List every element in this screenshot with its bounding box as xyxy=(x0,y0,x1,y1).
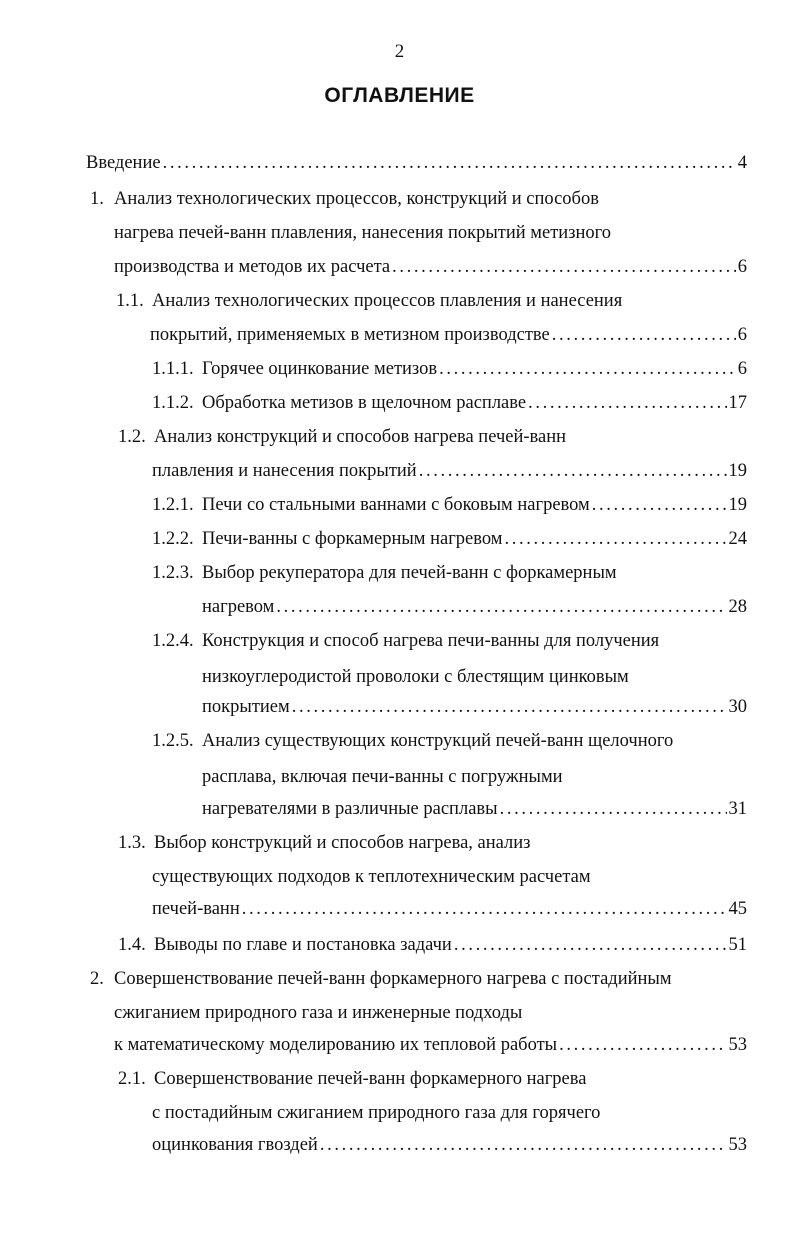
section-title: покрытием xyxy=(202,697,290,717)
page-ref: 30 xyxy=(728,697,747,717)
section-title: Выводы по главе и постановка задачи xyxy=(154,935,452,955)
page-ref: 24 xyxy=(728,529,747,549)
toc-entry-text xyxy=(114,220,611,246)
page-ref: 6 xyxy=(737,257,747,277)
section-title: оцинкования гвоздей xyxy=(152,1135,318,1155)
dot-leader xyxy=(163,150,736,176)
section-title: Совершенствование печей-ванн форкамерного нагрева xyxy=(154,1069,587,1089)
section-number: 1. xyxy=(90,189,104,209)
page-ref: 19 xyxy=(728,495,747,515)
toc-entry-text xyxy=(118,1066,586,1092)
section-number: 2. xyxy=(90,969,104,989)
section-title: Совершенствование печей-ванн форкамерного нагрева с постадийным xyxy=(114,969,672,989)
section-number: 1.3. xyxy=(118,833,146,853)
section-title: расплава, включая печи-ванны с погружными xyxy=(202,767,563,787)
section-number: 2.1. xyxy=(118,1069,146,1089)
section-title: Горячее оцинкование метизов xyxy=(202,359,438,379)
toc-entry xyxy=(152,458,747,484)
page-ref: 45 xyxy=(728,899,747,919)
page-ref: 17 xyxy=(728,393,747,413)
toc-entry xyxy=(114,1032,747,1058)
toc-entry-text xyxy=(118,830,530,856)
toc-entry xyxy=(202,694,747,720)
page-ref: 28 xyxy=(728,597,747,617)
dot-leader xyxy=(419,458,727,484)
section-title: Анализ технологических процессов, конструкций и способов xyxy=(114,189,599,209)
toc-entry-text xyxy=(152,864,591,890)
section-title: сжиганием природного газа и инженерные подходы xyxy=(114,1003,523,1023)
section-title: нагрева печей-ванн плавления, нанесения покрытий метизного xyxy=(114,223,612,243)
section-number: 1.1.1. xyxy=(152,359,194,379)
section-title: нагревателями в различные расплавы xyxy=(202,799,498,819)
toc-entry xyxy=(152,896,747,922)
section-number: 1.2.1. xyxy=(152,495,194,515)
toc-entry xyxy=(150,322,747,348)
section-title: Выбор конструкций и способов нагрева, анализ xyxy=(154,833,531,853)
dot-leader xyxy=(242,896,727,922)
section-number: 1.2.5. xyxy=(152,731,194,751)
section-number: 1.2.4. xyxy=(152,631,194,651)
page-ref: 4 xyxy=(737,153,747,173)
dot-leader xyxy=(439,356,736,382)
toc-entry-text xyxy=(118,424,566,450)
section-title: покрытий, применяемых в метизном производстве xyxy=(150,325,550,345)
dot-leader xyxy=(454,932,727,958)
toc-entry xyxy=(152,492,747,518)
dot-leader xyxy=(504,526,726,552)
toc-entry xyxy=(202,796,747,822)
section-number: 1.1.2. xyxy=(152,393,194,413)
section-number: 1.2. xyxy=(118,427,146,447)
toc-entry xyxy=(152,356,747,382)
page-ref: 19 xyxy=(728,461,747,481)
toc-entry xyxy=(152,526,747,552)
dot-leader xyxy=(292,694,727,720)
toc-entry xyxy=(152,1132,747,1158)
toc-entry-text xyxy=(152,560,617,586)
section-title: печей-ванн xyxy=(152,899,240,919)
toc-entry-text xyxy=(114,1000,522,1026)
toc-entry-text xyxy=(202,664,629,690)
page-ref: 53 xyxy=(728,1135,747,1155)
section-number: 1.1. xyxy=(116,291,144,311)
toc-entry xyxy=(118,932,747,958)
page-ref: 51 xyxy=(728,935,747,955)
section-title: к математическому моделированию их тепловой работы xyxy=(114,1035,558,1055)
dot-leader xyxy=(559,1032,726,1058)
toc-entry xyxy=(202,594,747,620)
toc-entry xyxy=(152,390,747,416)
section-title: нагревом xyxy=(202,597,275,617)
toc-entry xyxy=(114,254,747,280)
section-title: с постадийным сжиганием природного газа для горячего xyxy=(152,1103,601,1123)
toc-entry-text xyxy=(152,728,673,754)
section-title: Конструкция и способ нагрева печи-ванны для получения xyxy=(202,631,660,651)
dot-leader xyxy=(500,796,727,822)
section-number: 1.2.3. xyxy=(152,563,194,583)
section-title: производства и методов их расчета xyxy=(114,257,391,277)
section-title: Введение xyxy=(86,153,161,173)
toc-entry-text xyxy=(90,966,672,992)
dot-leader xyxy=(392,254,736,280)
section-title: Анализ конструкций и способов нагрева печей-ванн xyxy=(154,427,567,447)
section-title: существующих подходов к теплотехническим расчетам xyxy=(152,867,591,887)
section-title: Обработка метизов в щелочном расплаве xyxy=(202,393,527,413)
section-title: Анализ существующих конструкций печей-ванн щелочного xyxy=(202,731,674,751)
section-number: 1.4. xyxy=(118,935,146,955)
dot-leader xyxy=(552,322,736,348)
toc-entry xyxy=(86,150,747,176)
dot-leader xyxy=(320,1132,727,1158)
dot-leader xyxy=(592,492,727,518)
toc-entry-text xyxy=(152,1100,600,1126)
page-number: 2 xyxy=(394,41,405,62)
section-title: Печи-ванны с форкамерным нагревом xyxy=(202,529,503,549)
section-title: Выбор рекуператора для печей-ванн с форкамерным xyxy=(202,563,617,583)
section-title: Печи со стальными ваннами с боковым нагревом xyxy=(202,495,590,515)
toc-entry-text xyxy=(90,186,599,212)
page-ref: 53 xyxy=(728,1035,747,1055)
toc-entry-text xyxy=(116,288,622,314)
section-number: 1.2.2. xyxy=(152,529,194,549)
toc-entry-text xyxy=(152,628,659,654)
dot-leader xyxy=(276,594,726,620)
page-title: ОГЛАВЛЕНИЕ xyxy=(324,84,475,107)
section-title: Анализ технологических процессов плавления и нанесения xyxy=(152,291,623,311)
section-title: плавления и нанесения покрытий xyxy=(152,461,417,481)
page-ref: 6 xyxy=(737,359,747,379)
page-ref: 6 xyxy=(737,325,747,345)
toc-entry-text xyxy=(202,764,563,790)
page-ref: 31 xyxy=(728,799,747,819)
section-title: низкоуглеродистой проволоки с блестящим цинковым xyxy=(202,667,629,687)
dot-leader xyxy=(528,390,726,416)
